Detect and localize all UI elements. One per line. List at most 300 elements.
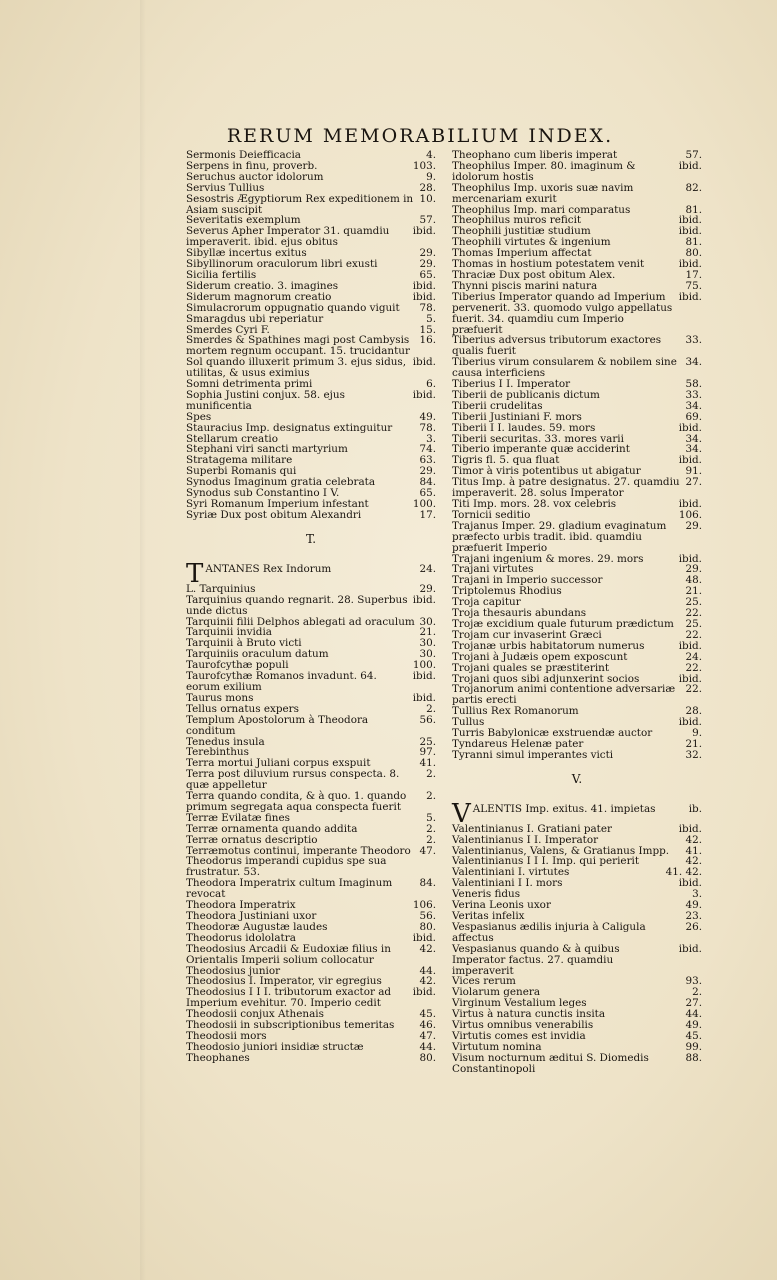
entry-text: Theodoræ Augustæ laudes	[186, 920, 328, 933]
page-reference: 45.	[685, 1029, 702, 1042]
index-entry	[452, 521, 702, 554]
page-reference: 42.	[419, 975, 436, 988]
page-reference: 69.	[685, 410, 702, 423]
entry-text: Troja thesauris abundans	[452, 607, 587, 620]
entry-text: Theodosii in subscriptionibus temeritas	[186, 1019, 395, 1032]
entry-text: Tarquinii à Bruto victi	[186, 637, 302, 650]
index-entry	[452, 706, 702, 717]
page-reference: 28.	[685, 705, 702, 718]
section-heading: T.	[305, 531, 317, 546]
entry-text: Violarum genera	[452, 986, 541, 999]
page-reference: ibid.	[412, 290, 436, 303]
entry-text: Theophano cum liberis imperat	[452, 149, 618, 161]
page-reference: 6.	[426, 378, 436, 391]
page-reference: 33.	[685, 388, 702, 401]
page-reference: 78.	[419, 301, 436, 314]
index-entry	[452, 750, 702, 761]
page-reference: ibid.	[412, 279, 436, 292]
page-reference: 9.	[426, 170, 436, 183]
entry-text: Trajani virtutes	[452, 563, 534, 576]
page-reference: 29.	[419, 247, 436, 260]
entry-text: Trojæ excidium quale futurum prædictum	[452, 617, 674, 630]
page-reference: 58.	[685, 378, 702, 391]
page-reference: 48.	[685, 574, 702, 587]
entry-text: Tiberius I I. Imperator	[452, 378, 571, 391]
entry-text: Stephani viri sancti martyrium	[186, 443, 348, 456]
index-entry	[452, 335, 702, 357]
page-reference: ibid.	[412, 356, 436, 369]
index-entry	[452, 292, 702, 336]
page-reference: 81.	[685, 203, 702, 216]
entry-text: Synodus Imaginum gratia celebrata	[186, 476, 376, 489]
entry-text: Valentinianus, Valens, & Gratianus Impp.	[452, 844, 670, 857]
page-reference: 30.	[419, 648, 436, 661]
entry-text: Terebinthus	[186, 746, 249, 759]
page-reference: 21.	[685, 737, 702, 750]
page-reference: 27.	[685, 997, 702, 1010]
entry-text: Siderum creatio. 3. imagines	[186, 279, 339, 292]
page-reference: 22.	[685, 607, 702, 620]
entry-text: Theodora Imperatrix cultum Imaginum revocat	[186, 877, 393, 901]
entry-text: Theodosius I I I. tributorum exactor ad Imperium evehitur. 70. Imperio cedit	[186, 986, 392, 1010]
page-reference: 32.	[685, 748, 702, 761]
page-reference: 2.	[426, 790, 436, 803]
page-reference: 75.	[685, 279, 702, 292]
page-reference: 29.	[419, 465, 436, 478]
page-reference: 106.	[412, 899, 436, 912]
page-reference: ibid.	[412, 931, 436, 944]
page-reference: ibid.	[678, 822, 702, 835]
entry-text: TANTANES Rex Indorum	[186, 558, 332, 589]
page-reference: 44.	[419, 964, 436, 977]
page-reference: 17.	[419, 508, 436, 521]
page-reference: 99.	[685, 1040, 702, 1053]
page-reference: ibid.	[678, 942, 702, 955]
right-index-column	[452, 150, 702, 1075]
left-index-column	[186, 150, 436, 1064]
index-entry	[186, 510, 436, 521]
entry-text: Severus Apher Imperator 31. quamdiu imperaverit. ibid. ejus obitus	[186, 225, 390, 249]
entry-text: Trojam cur invaserint Græci	[452, 628, 602, 641]
entry-text: Smaragdus ubi reperiatur	[186, 312, 324, 325]
entry-text: Theodosius Arcadii & Eudoxiæ filius in Orientalis Imperii solium collocatur	[186, 942, 391, 966]
page-reference: ibid.	[678, 290, 702, 303]
page-reference: 88.	[685, 1051, 702, 1064]
page-reference: 42.	[419, 942, 436, 955]
entry-text: Veritas infelix	[452, 910, 525, 922]
entry-text: Titus Imp. à patre designatus. 27. quamdiu imperaverit. 28. solus Imperator	[452, 476, 680, 500]
page-reference: ibid.	[412, 986, 436, 999]
page-reference: 4.	[426, 149, 436, 161]
entry-text: Trojanæ urbis habitatorum numerus	[452, 639, 645, 652]
entry-text: Troja capitur	[452, 596, 521, 609]
index-entry	[186, 423, 436, 434]
entry-text: Terræ ornatus descriptio	[186, 833, 318, 846]
entry-text: Serpens in finu, proverb.	[186, 159, 318, 172]
page-reference: 49.	[685, 899, 702, 912]
page-reference: 84.	[419, 877, 436, 890]
page-reference: 47.	[419, 1029, 436, 1042]
page-reference: ibid.	[412, 388, 436, 401]
entry-text: Vespasianus ædilis injuria à Caligula affectus	[452, 920, 646, 944]
entry-text: Theodosii conjux Athenais	[186, 1008, 324, 1021]
entry-text: Valentiniani I I. mors	[452, 877, 563, 890]
page-reference: ibid.	[678, 159, 702, 172]
entry-text: Tornicii seditio	[452, 508, 531, 521]
index-entry	[452, 944, 702, 977]
page-reference: ibid.	[678, 552, 702, 565]
entry-text: Theodora Justiniani uxor	[186, 910, 317, 922]
page-reference: 29.	[685, 519, 702, 532]
entry-text: Tiberius Imperator quando ad Imperium pervenerit. 33. quomodo vulgo appellatus fuerit. 34. quamdiu cum Imperio præfuerit	[452, 290, 673, 336]
entry-text: Tiberii de publicanis dictum	[452, 388, 600, 401]
entry-text: Terra post diluvium rursus conspecta. 8. quæ appelletur	[186, 768, 400, 792]
index-entry	[186, 987, 436, 1009]
entry-text: Syriæ Dux post obitum Alexandri	[186, 508, 362, 521]
page-reference: 42.	[685, 833, 702, 846]
entry-text: Trojani à Judæis opem exposcunt	[452, 650, 628, 663]
entry-text: Tiberii crudelitas	[452, 399, 543, 412]
entry-text: Smerdes Cyri F.	[186, 323, 270, 336]
page-reference: 42.	[685, 855, 702, 868]
entry-text: Tullus	[452, 716, 485, 729]
page-reference: 63.	[419, 454, 436, 467]
entry-text: Stratagema militare	[186, 454, 293, 467]
page-reference: 22.	[685, 683, 702, 696]
index-entry	[186, 314, 436, 325]
entry-text: Theophanes	[186, 1051, 250, 1064]
entry-text: Terræmotus continui, imperante Theodoro	[186, 844, 411, 857]
entry-text: Triptolemus Rhodius	[452, 585, 562, 598]
page-reference: 49.	[419, 410, 436, 423]
page-reference: 25.	[685, 596, 702, 609]
entry-text: Sesostris Ægyptiorum Rex expeditionem in Asiam suscipit	[186, 192, 414, 216]
entry-text: Theophilus muros reficit	[452, 214, 582, 227]
page-reference: 44.	[419, 1040, 436, 1053]
entry-text: Tyndareus Helenæ pater	[452, 737, 584, 750]
page-reference: ibid.	[678, 225, 702, 238]
entry-text: Spes	[186, 410, 212, 423]
entry-text: Theodosius I. Imperator, vir egregius	[186, 975, 382, 988]
page-reference: 45.	[419, 1008, 436, 1021]
entry-text: Timor à viris potentibus ut abigatur	[452, 465, 641, 478]
entry-text: Theodora Imperatrix	[186, 899, 296, 912]
entry-text: Thynni piscis marini natura	[452, 279, 598, 292]
page-reference: 29.	[685, 563, 702, 576]
index-entry	[186, 1053, 436, 1064]
entry-text: Verina Leonis uxor	[452, 899, 551, 912]
page-reference: 3.	[426, 432, 436, 445]
page-reference: 2.	[426, 768, 436, 781]
entry-text: Terræ Evilatæ fines	[186, 811, 290, 824]
entry-text: Turris Babylonicæ exstruendæ auctor	[452, 727, 653, 740]
page-title: RERUM MEMORABILIUM INDEX.	[226, 125, 614, 147]
page-reference: 47.	[419, 844, 436, 857]
entry-text: Servius Tullius	[186, 181, 265, 194]
index-entry	[186, 595, 436, 617]
entry-text: Thomas in hostium potestatem venit	[452, 258, 645, 271]
entry-text: Valentinianus I. Gratiani pater	[452, 822, 612, 835]
page-reference: 26.	[685, 920, 702, 933]
page-reference: 34.	[685, 399, 702, 412]
page-reference: 44.	[685, 1008, 702, 1021]
entry-text: Theodorus imperandi cupidus spe sua frustratur. 53.	[186, 855, 387, 879]
entry-text: Virginum Vestalium leges	[452, 997, 587, 1010]
page-reference: 3.	[692, 888, 702, 901]
entry-text: Theodosio juniori insidiæ structæ	[186, 1040, 364, 1053]
index-entry	[452, 183, 702, 205]
entry-text: Trajani ingenium & mores. 29. mors	[452, 552, 644, 565]
page-reference: 29.	[419, 582, 436, 595]
entry-text: Somni detrimenta primi	[186, 378, 313, 391]
entry-text: Sicilia fertilis	[186, 268, 257, 281]
entry-text: Stauracius Imp. designatus extinguitur	[186, 421, 393, 434]
page-reference: 81.	[685, 236, 702, 249]
entry-text: Tarquinii filii Delphos ablegati ad oraculum	[186, 615, 415, 628]
page-reference: ibid.	[678, 639, 702, 652]
page-reference: 2.	[426, 833, 436, 846]
index-entry	[452, 835, 702, 846]
entry-text: Seruchus auctor idolorum	[186, 170, 324, 183]
page-reference: 106.	[678, 508, 702, 521]
index-entry	[186, 835, 436, 846]
page-reference: 103.	[412, 159, 436, 172]
entry-text: Thomas Imperium affectat	[452, 247, 592, 260]
page-reference: ibid.	[678, 877, 702, 890]
page-reference: 80.	[419, 1051, 436, 1064]
page-reference: 65.	[419, 268, 436, 281]
entry-text: Siderum magnorum creatio	[186, 290, 332, 303]
entry-text: Trajanus Imper. 29. gladium evaginatum præfecto urbis tradit. ibid. quamdiu præfuerit Imperio	[452, 519, 667, 554]
page-reference: 22.	[685, 628, 702, 641]
page-reference: 41. 42.	[665, 866, 702, 879]
entry-text: Tullius Rex Romanorum	[452, 705, 579, 718]
page-reference: 84.	[419, 476, 436, 489]
page-reference: 16.	[419, 334, 436, 347]
page-edge-shadow	[140, 0, 146, 1280]
entry-text: Simulacrorum oppugnatio quando viguit	[186, 301, 400, 314]
page-reference: ibid.	[412, 670, 436, 683]
index-entry	[186, 194, 436, 216]
entry-text: Virtus omnibus venerabilis	[452, 1019, 594, 1032]
page-reference: 27.	[685, 476, 702, 489]
entry-text: Valentinianus I I I. Imp. qui perierit	[452, 855, 640, 868]
page-reference: 100.	[412, 659, 436, 672]
page-reference: 2.	[426, 702, 436, 715]
entry-text: VALENTIS Imp. exitus. 41. impietas	[452, 798, 656, 829]
entry-text: Taurofcythæ populi	[186, 659, 289, 672]
index-entry	[452, 684, 702, 706]
entry-text: Sermonis Deiefficacia	[186, 149, 302, 161]
entry-text: Theophilus Imp. uxoris suæ navim mercenariam exurit	[452, 181, 634, 205]
entry-text: L. Tarquinius	[186, 582, 256, 595]
index-entry	[452, 423, 702, 434]
index-entry	[186, 856, 436, 878]
page-reference: 21.	[685, 585, 702, 598]
page-reference: 65.	[419, 487, 436, 500]
entry-text: Vices rerum	[452, 975, 516, 988]
entry-text: Valentiniani I. virtutes	[452, 866, 570, 879]
page-reference: ibid.	[678, 498, 702, 510]
page-reference: 21.	[419, 626, 436, 639]
page-reference: 100.	[412, 498, 436, 510]
entry-text: Trojanorum animi contentione adversariæ partis erecti	[452, 683, 676, 707]
index-entry	[186, 183, 436, 194]
entry-text: Smerdes & Spathines magi post Cambysis mortem regnum occupant. 15. trucidantur	[186, 334, 410, 358]
page-reference: 29.	[419, 258, 436, 271]
entry-text: Tenedus insula	[186, 735, 265, 748]
entry-text: Valentinianus I I. Imperator	[452, 833, 599, 846]
entry-text: Tiberius adversus tributorum exactores qualis fuerit	[452, 334, 662, 358]
index-entry	[186, 390, 436, 412]
entry-text: Virtutis comes est invidia	[452, 1029, 586, 1042]
entry-text: Sol quando illuxerit primum 3. ejus sidus, utilitas, & usus eximius	[186, 356, 407, 380]
entry-text: Veneris fidus	[452, 888, 521, 901]
page-reference: 5.	[426, 811, 436, 824]
entry-text: Theodosius junior	[186, 964, 281, 977]
entry-text: Sophia Justini conjux. 58. ejus munificentia	[186, 388, 345, 412]
entry-text: Sibyllæ incertus exitus	[186, 247, 307, 260]
page-reference: 56.	[419, 713, 436, 726]
entry-text: Thraciæ Dux post obitum Alex.	[452, 268, 616, 281]
page-reference: ibid.	[678, 421, 702, 434]
page-reference: 24.	[685, 650, 702, 663]
index-entry	[186, 769, 436, 791]
entry-text: Syri Romanum Imperium infestant	[186, 498, 369, 510]
entry-text: Vespasianus quando & à quibus Imperator factus. 27. quamdiu imperaverit	[452, 942, 620, 977]
index-entry	[452, 922, 702, 944]
page-reference: 17.	[685, 268, 702, 281]
entry-text: Taurus mons	[186, 691, 254, 704]
page-reference: 30.	[419, 615, 436, 628]
page-reference: 25.	[419, 735, 436, 748]
page-reference: 91.	[685, 465, 702, 478]
entry-text: Tellus ornatus expers	[186, 702, 299, 715]
page-reference: 97.	[419, 746, 436, 759]
entry-text: Theophili justitiæ studium	[452, 225, 591, 238]
page-reference: ibid.	[412, 225, 436, 238]
page-reference: 41.	[419, 757, 436, 770]
index-entry	[186, 791, 436, 813]
page-reference: 34.	[685, 432, 702, 445]
page-reference: 74.	[419, 443, 436, 456]
page-reference: ib.	[688, 802, 702, 815]
page-reference: ibid.	[678, 672, 702, 685]
page-reference: 10.	[419, 192, 436, 205]
entry-text: Tarquinius quando regnarit. 28. Superbus unde dictus	[186, 593, 408, 617]
page-reference: 80.	[419, 920, 436, 933]
page-reference: 41.	[685, 844, 702, 857]
page-reference: 28.	[419, 181, 436, 194]
entry-text: Tigris fl. 5. qua fluat	[452, 454, 560, 467]
entry-text: Tiberio imperante quæ acciderint	[452, 443, 630, 456]
page-reference: 2.	[692, 986, 702, 999]
entry-text: Sibyllinorum oraculorum libri exusti	[186, 258, 378, 271]
page-reference: 9.	[692, 727, 702, 740]
entry-text: Tarquinii invidia	[186, 626, 272, 639]
entry-text: Terræ ornamenta quando addita	[186, 822, 358, 835]
page-reference: 24.	[419, 562, 436, 575]
entry-text: Tiberius virum consularem & nobilem sine causa interficiens	[452, 356, 677, 380]
page-reference: 22.	[685, 661, 702, 674]
entry-text: Tarquiniis oraculum datum	[186, 648, 329, 661]
page-reference: 33.	[685, 334, 702, 347]
section-heading: V.	[571, 771, 583, 786]
entry-text: Titi Imp. mors. 28. vox celebris	[452, 498, 617, 510]
entry-text: Theodosii mors	[186, 1029, 267, 1042]
index-entry	[186, 944, 436, 966]
page-reference: ibid.	[678, 258, 702, 271]
index-entry	[186, 878, 436, 900]
page-reference: 25.	[685, 617, 702, 630]
entry-text: Stellarum creatio	[186, 432, 278, 445]
page-reference: 34.	[685, 356, 702, 369]
page-reference: ibid.	[412, 691, 436, 704]
page-reference: 30.	[419, 637, 436, 650]
page-reference: 57.	[419, 214, 436, 227]
page-reference: ibid.	[412, 593, 436, 606]
entry-text: Trojani quos sibi adjunxerint socios	[452, 672, 640, 685]
entry-text: Terra quando condita, & à quo. 1. quando primum segregata aqua conspecta fuerit	[186, 790, 407, 813]
page-reference: 23.	[685, 910, 702, 922]
page-reference: 56.	[419, 910, 436, 922]
page-reference: 15.	[419, 323, 436, 336]
entry-text: Visum nocturnum æditui S. Diomedis Constantinopoli	[452, 1051, 649, 1075]
page-reference: ibid.	[678, 454, 702, 467]
index-entry	[186, 226, 436, 248]
index-entry	[452, 161, 702, 183]
index-entry	[186, 671, 436, 693]
entry-text: Tiberii securitas. 33. mores varii	[452, 432, 624, 445]
entry-text: Trojani quales se præstiterint	[452, 661, 610, 674]
index-entry	[186, 335, 436, 357]
page-reference: 5.	[426, 312, 436, 325]
page-reference: 93.	[685, 975, 702, 988]
entry-text: Terra mortui Juliani corpus exspuit	[186, 757, 371, 770]
page-reference: 78.	[419, 421, 436, 434]
index-entry	[452, 652, 702, 663]
entry-text: Virtus à natura cunctis insita	[452, 1008, 606, 1021]
page-reference: 82.	[685, 181, 702, 194]
index-entry	[186, 715, 436, 737]
entry-text: Taurofcythæ Romanos invadunt. 64. eorum exilium	[186, 670, 377, 693]
entry-text: Theodorus idololatra	[186, 931, 296, 944]
index-entry	[452, 663, 702, 674]
index-entry	[452, 1053, 702, 1075]
page-reference: ibid.	[678, 214, 702, 227]
page-reference: ibid.	[678, 716, 702, 729]
index-entry	[452, 357, 702, 379]
entry-text: Synodus sub Constantino I V.	[186, 487, 340, 500]
index-entry	[452, 477, 702, 499]
entry-text: Templum Apostolorum à Theodora conditum	[186, 713, 369, 737]
entry-text: Theophilus Imp. mari comparatus	[452, 203, 631, 216]
page-reference: 2.	[426, 822, 436, 835]
page-reference: 80.	[685, 247, 702, 260]
page-reference: 49.	[685, 1019, 702, 1032]
entry-text: Tyranni simul imperantes victi	[452, 748, 614, 761]
entry-text: Trajani in Imperio successor	[452, 574, 603, 587]
entry-text: Superbi Romanis qui	[186, 465, 297, 478]
entry-text: Tiberii I I. laudes. 59. mors	[452, 421, 596, 434]
index-entry	[186, 303, 436, 314]
index-entry	[186, 357, 436, 379]
entry-text: Tiberii Justiniani F. mors	[452, 410, 582, 423]
entry-text: Theophili virtutes & ingenium	[452, 236, 611, 249]
entry-text: Severitatis exemplum	[186, 214, 301, 227]
page-reference: 46.	[419, 1019, 436, 1032]
page-reference: 34.	[685, 443, 702, 456]
